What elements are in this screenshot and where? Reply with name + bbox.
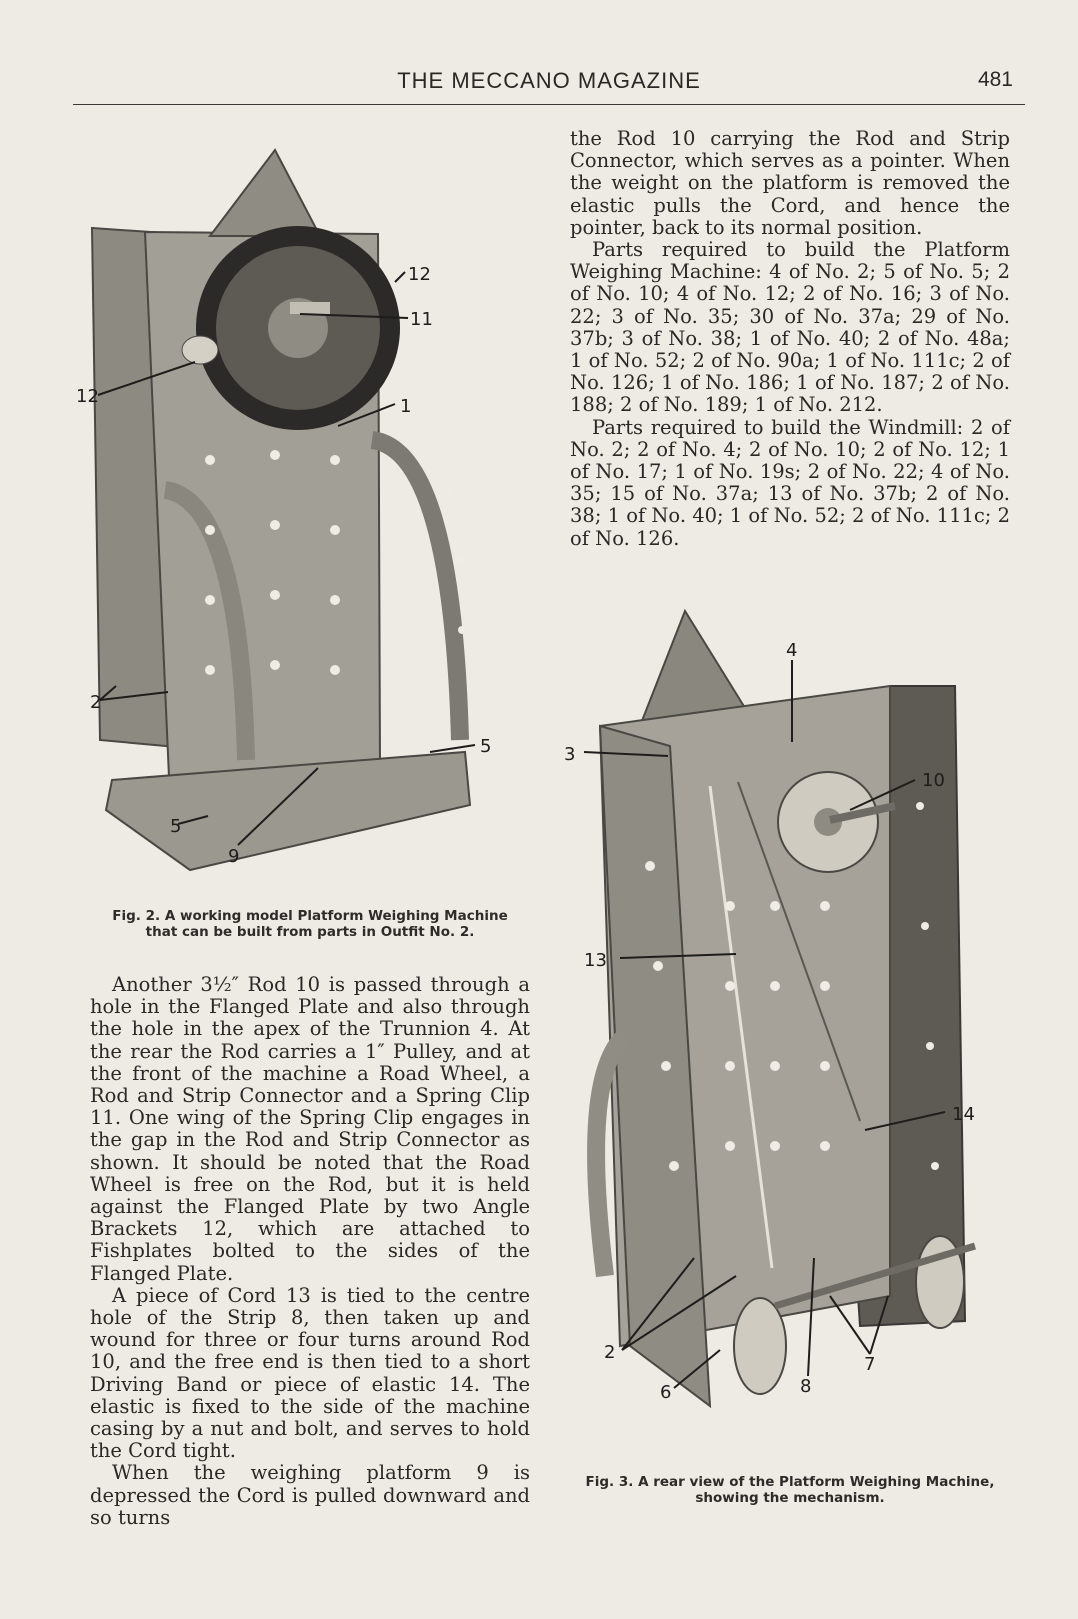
figure-3-photo: [560, 606, 1030, 1466]
figure-2-photo: [60, 140, 520, 900]
figure-2-caption-line1: Fig. 2. A working model Platform Weighing Machine: [112, 908, 508, 924]
fig2-label-2: 2: [90, 692, 102, 713]
right-column-text: [570, 128, 1010, 550]
fig2-label-5-right: 5: [480, 736, 492, 757]
figure-2-caption-line2: that can be built from parts in Outfit No. 2.: [145, 924, 475, 940]
page-header: [73, 66, 1025, 105]
figure-2-caption: [86, 908, 534, 940]
paragraph: Parts required to build the Platform Weighing Machine: 4 of No. 2; 5 of No. 5; 2 of No. 10; 4 of No. 12; 2 of No. 16; 3 of No. 22; 3 of No. 35; 30 of No. 37a; 29 of No. 37b; 3 of No. 38; 1 of No. 40; 2 of No. 48a; 1 of No. 52; 2 of No. 90a; 1 of No. 111c; 2 of No. 126; 1 of No. 186; 1 of No. 187; 2 of No. 188; 2 of No. 189; 1 of No. 212.: [570, 238, 1010, 417]
fig2-label-12-top: 12: [408, 264, 431, 285]
fig3-label-10: 10: [922, 770, 945, 791]
paragraph: Parts required to build the Windmill: 2 of No. 2; 2 of No. 4; 2 of No. 10; 2 of No. 12; 1 of No. 17; 1 of No. 19s; 2 of No. 22; 4 of No. 35; 15 of No. 37a; 13 of No. 37b; 2 of No. 38; 1 of No. 40; 1 of No. 52; 2 of No. 111c; 2 of No. 126.: [570, 415, 1010, 550]
paragraph: A piece of Cord 13 is tied to the centre hole of the Strip 8, then taken up and wound for three or four turns around Rod 10, and the free end is then tied to a short Driving Band or piece of elastic 14. The elastic is fixed to the side of the machine casing by a nut and bolt, and serves to hold the Cord tight.: [90, 1283, 530, 1463]
page-number: 481: [977, 68, 1013, 91]
figure-3-caption: [566, 1474, 1014, 1506]
fig3-label-8: 8: [800, 1376, 812, 1397]
fig2-label-12-left: 12: [76, 386, 99, 407]
figure-3-caption-line1: Fig. 3. A rear view of the Platform Weighing Machine,: [585, 1474, 995, 1490]
fig3-label-4: 4: [786, 640, 798, 661]
paragraph: the Rod 10 carrying the Rod and Strip Connector, which serves as a pointer. When the weight on the platform is removed the elastic pulls the Cord, and hence the pointer, back to its normal position.: [570, 127, 1010, 239]
fig3-label-14: 14: [952, 1104, 975, 1125]
fig2-label-9: 9: [228, 846, 240, 867]
fig3-label-2: 2: [604, 1342, 616, 1363]
left-column-text: [90, 974, 530, 1529]
fig3-label-13: 13: [584, 950, 607, 971]
fig3-label-3: 3: [564, 744, 576, 765]
figure-3-caption-line2: showing the mechanism.: [695, 1490, 885, 1506]
fig3-label-7: 7: [864, 1354, 876, 1375]
fig2-label-5-left: 5: [170, 816, 182, 837]
fig3-label-6: 6: [660, 1382, 672, 1403]
fig2-label-11: 11: [410, 309, 433, 330]
fig2-label-1: 1: [400, 396, 412, 417]
magazine-title: THE MECCANO MAGAZINE: [397, 68, 701, 93]
paragraph: When the weighing platform 9 is depressed the Cord is pulled downward and so turns: [90, 1461, 530, 1529]
paragraph: Another 3½″ Rod 10 is passed through a hole in the Flanged Plate and also through the hole in the apex of the Trunnion 4. At the rear the Rod carries a 1″ Pulley, and at the front of the machine a Road Wheel, a Rod and Strip Connector and a Spring Clip 11. One wing of the Spring Clip engages in the gap in the Rod and Strip Connector as shown. It should be noted that the Road Wheel is free on the Rod, but it is held against the Flanged Plate by two Angle Brackets 12, which are attached to Fishplates bolted to the sides of the Flanged Plate.: [90, 973, 530, 1285]
